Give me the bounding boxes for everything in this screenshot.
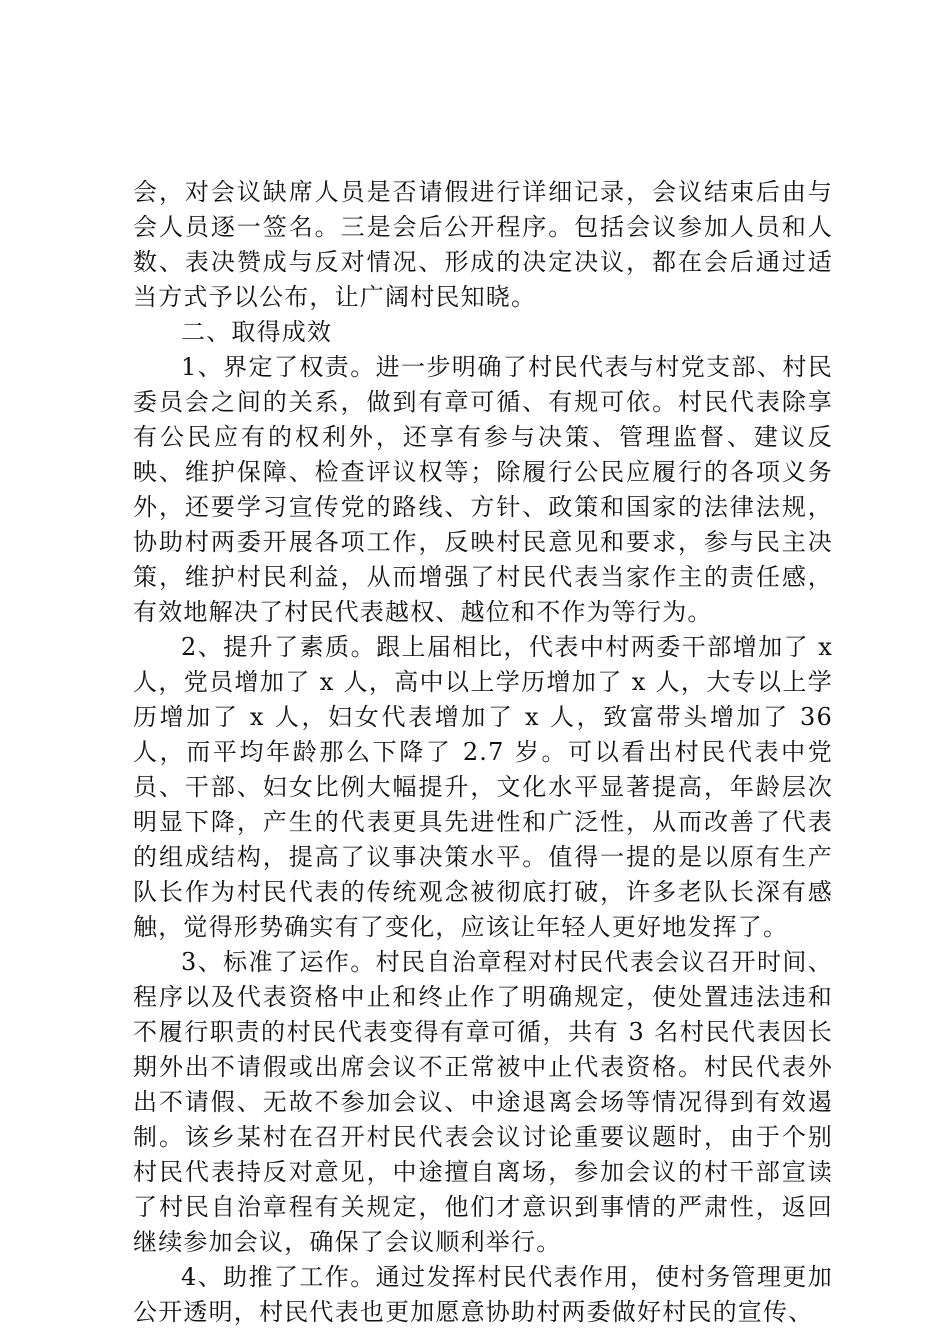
paragraph-defined-responsibilities: 1、界定了权责。进一步明确了村民代表与村党支部、村民委员会之间的关系，做到有章可循、有规可依。村民代表除享有公民应有的权利外，还享有参与决策、管理监督、建议反映、维护保障、检查评议权等；除履行公民应履行的各项义务外，还要学习宣传党的路线、方针、政策和国家的法律法规，协助村两委开展各项工作，反映村民意见和要求，参与民主决策，维护村民利益，从而增强了村民代表当家作主的责任感，有效地解决了村民代表越权、越位和不作为等行为。 — [133, 353, 833, 626]
document-page — [133, 175, 842, 1330]
paragraph-meeting-procedure: 会，对会议缺席人员是否请假进行详细记录，会议结束后由与会人员逐一签名。三是会后公开程序。包括会议参加人员和人数、表决赞成与反对情况、形成的决定决议，都在会后通过适当方式予以公布，让广阔村民知晓。 — [133, 178, 833, 311]
paragraph-improved-quality: 2、提升了素质。跟上届相比，代表中村两委干部增加了 x 人，党员增加了 x 人，高中以上学历增加了 x 人，大专以上学历增加了 x 人，妇女代表增加了 x 人，致富带头增加了 36 人，而平均年龄那么下降了 2.7 岁。可以看出村民代表中党员、干部、妇女比例大幅提升，文化水平显著提高，年龄层次明显下降，产生的代表更具先进性和广泛性，从而改善了代表的组成结构，提高了议事决策水平。值得一提的是以原有生产队长作为村民代表的传统观念被彻底打破，许多老队长深有感触，觉得形势确实有了变化，应该让年轻人更好地发挥了。 — [133, 633, 842, 941]
paragraph-promoted-work: 4、助推了工作。通过发挥村民代表作用，使村务管理更加公开透明，村民代表也更加愿意协助村两委做好村民的宣传、 — [133, 1263, 833, 1326]
section-heading-achievements: 二、取得成效 — [181, 318, 333, 346]
paragraph-standardized-operation: 3、标准了运作。村民自治章程对村民代表会议召开时间、程序以及代表资格中止和终止作了明确规定，使处置违法违和不履行职责的村民代表变得有章可循，共有 3 名村民代表因长期外出不请假或出席会议不正常被中止代表资格。村民代表外出不请假、无故不参加会议、中途退离会场等情况得到有效遏制。该乡某村在召开村民代表会议讨论重要议题时，由于个别村民代表持反对意见，中途擅自离场，参加会议的村干部宣读了村民自治章程有关规定，他们才意识到事情的严肃性，返回继续参加会议，确保了会议顺利举行。 — [133, 948, 833, 1256]
